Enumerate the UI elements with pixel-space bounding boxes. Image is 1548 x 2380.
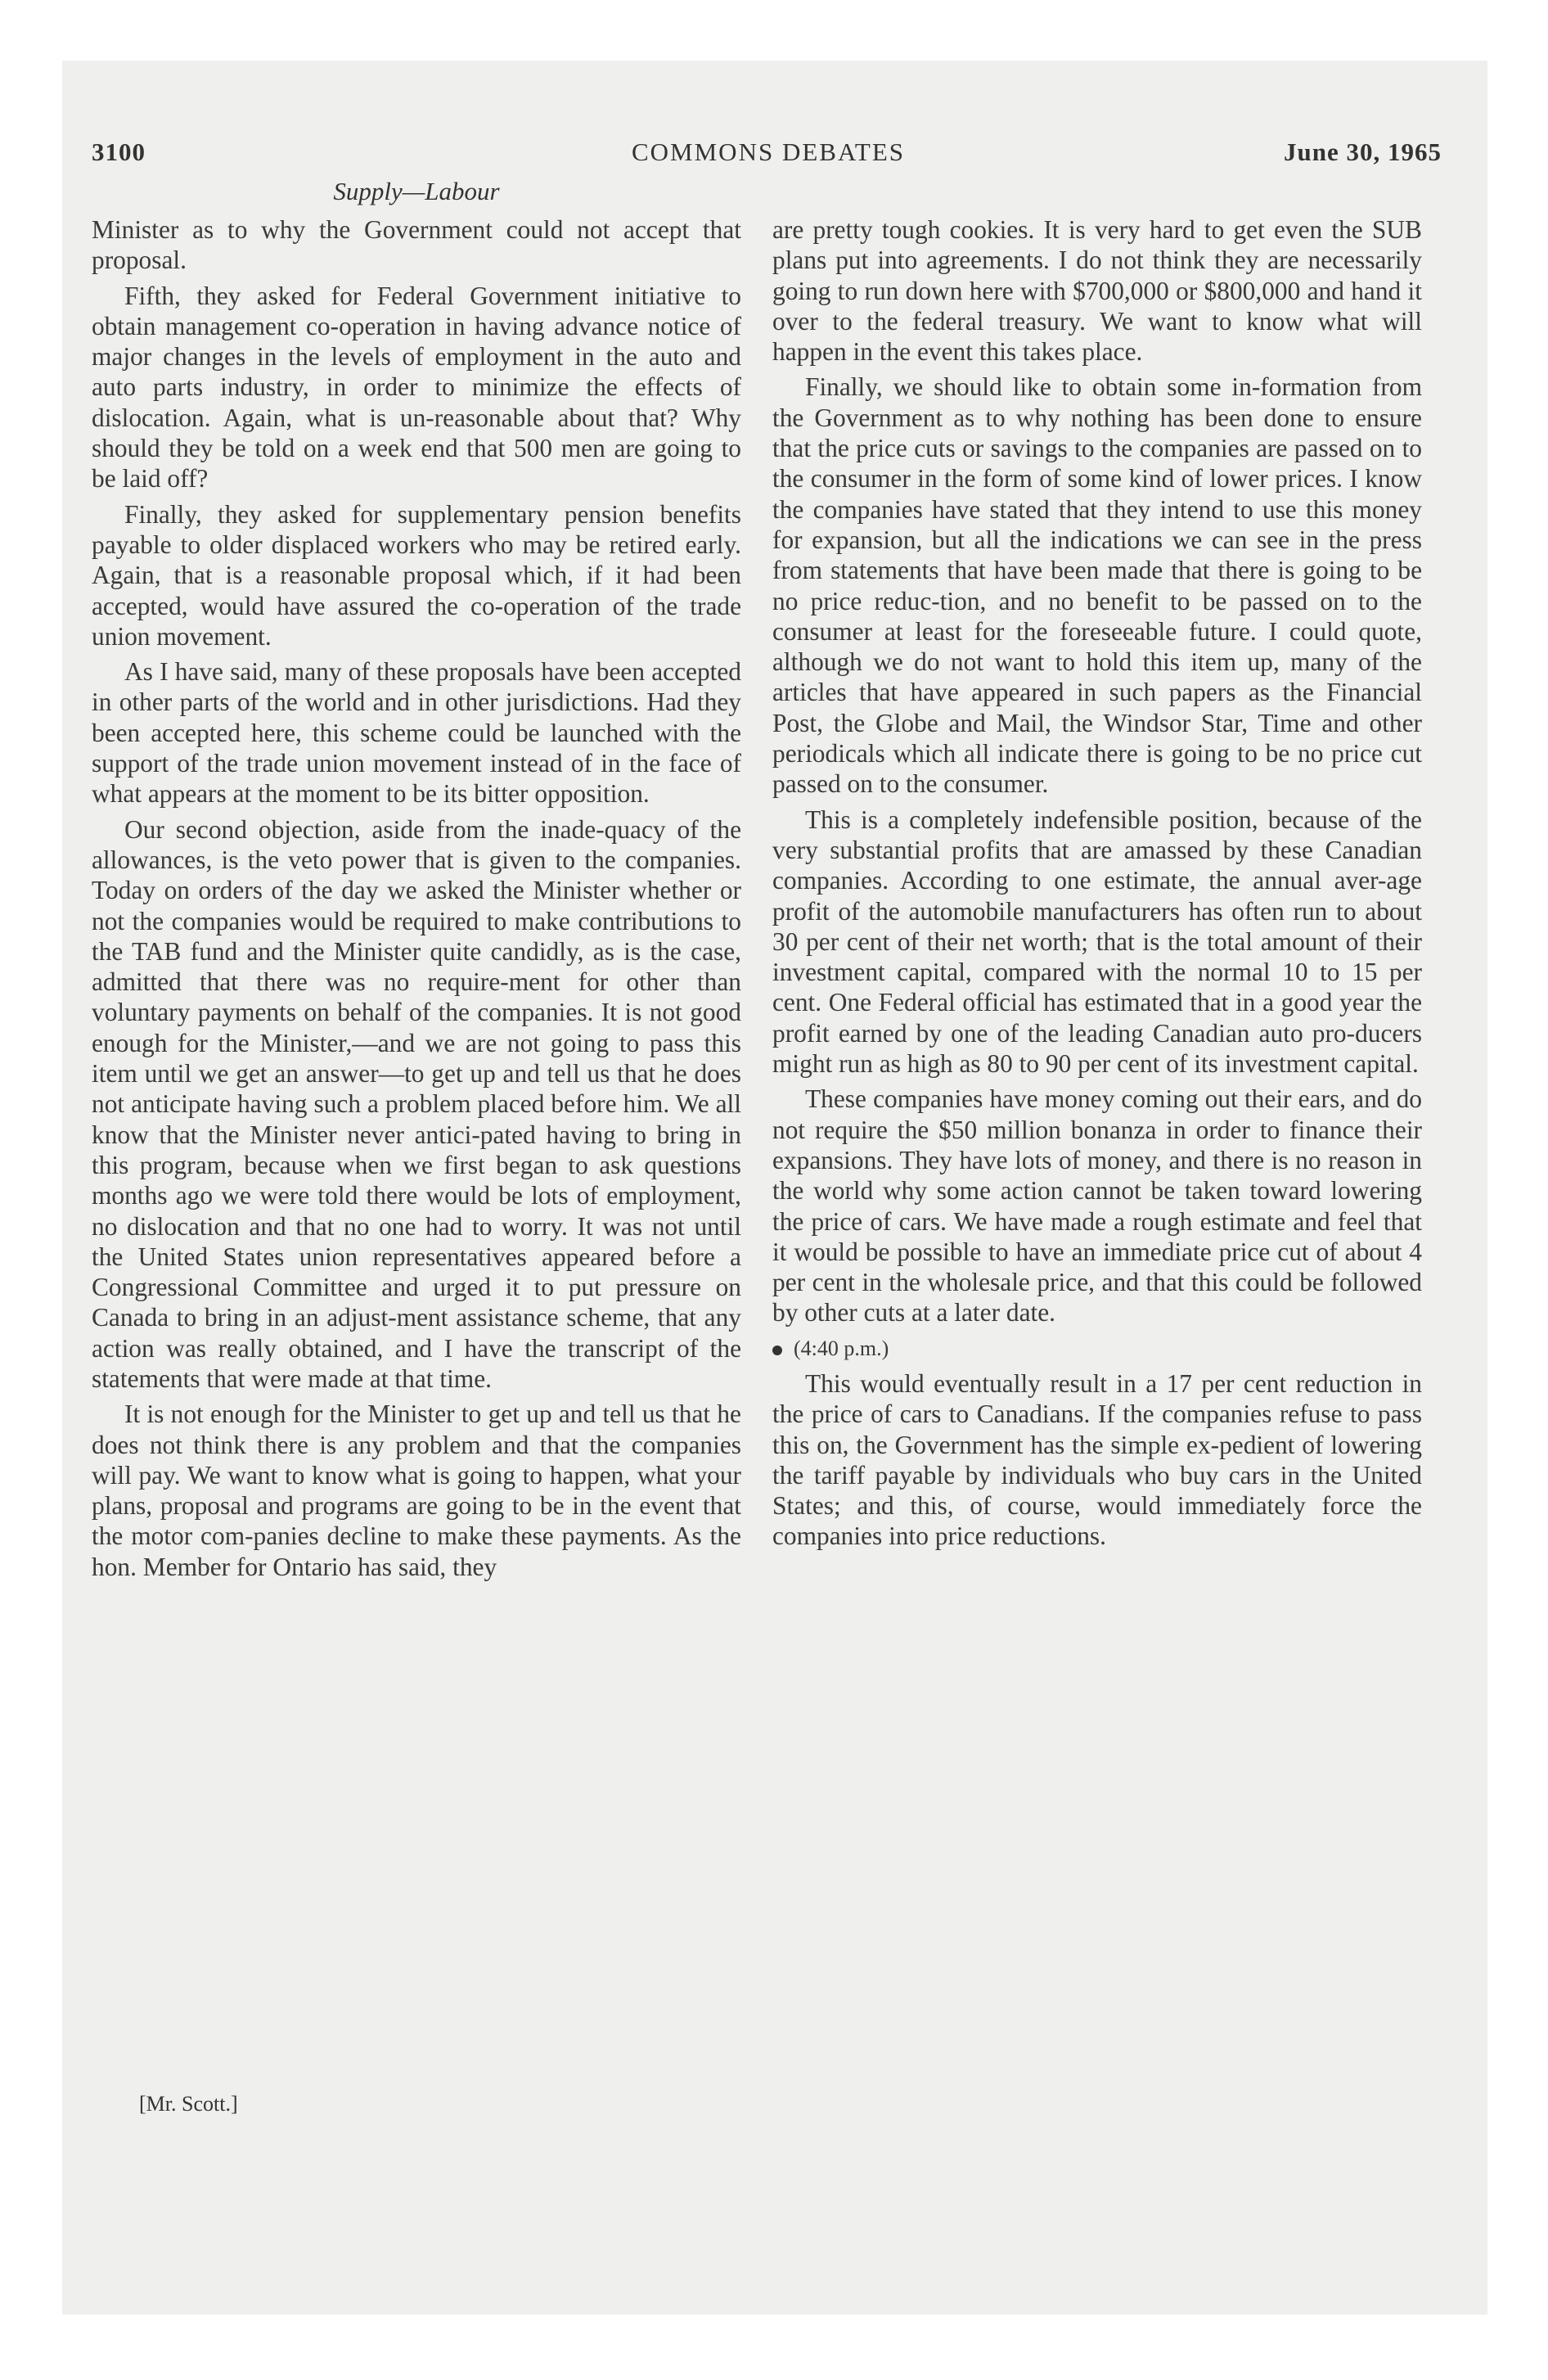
paragraph: These companies have money coming out their ears, and do not require the $50 million bonanza in order to finance their expansions. They have lots of money, and there is no reason in the world why some action cannot be taken toward lowering the price of cars. We have made a rough estimate and feel that it would be possible to have an immediate price cut of about 4 per cent in the wholesale price, and that this could be followed by other cuts at a later date. [772, 1084, 1422, 1327]
timestamp [772, 1333, 1422, 1364]
paragraph: Minister as to why the Government could not accept that proposal. [92, 215, 741, 275]
left-column [92, 214, 741, 1587]
section-subhead: Supply—Labour [333, 177, 500, 205]
paragraph: Finally, they asked for supplementary pension benefits payable to older displaced workers who may be retired early. Again, that is a reasonable proposal which, if it had been accepted, would have assured the co-operation of the trade union movement. [92, 499, 741, 651]
paragraph: This is a completely indefensible position, because of the very substantial profits that are amassed by these Canadian companies. According to one estimate, the annual aver-age profit of the automobile manufacturers has often run to about 30 per cent of their net worth; that is the total amount of their investment capital, compared with the normal 10 to 15 per cent. One Federal official has estimated that in a good year the profit earned by one of the leading Canadian auto pro-ducers might run as high as 80 to 90 per cent of its investment capital. [772, 805, 1422, 1079]
paragraph: It is not enough for the Minister to get up and tell us that he does not think there is any problem and that the companies will pay. We want to know what is going to happen, what your plans, proposal and programs are going to be in the event that the motor com-panies decline to make these payments. As the hon. Member for Ontario has said, they [92, 1400, 741, 1581]
page-header [92, 137, 1445, 178]
timestamp-text: (4:40 p.m.) [794, 1336, 889, 1360]
bullet-icon [772, 1346, 782, 1355]
paragraph: Our second objection, aside from the inade-quacy of the allowances, is the veto power that is given to the companies. Today on orders of the day we asked the Minister whether or not the companies would be required to make contributions to the TAB fund and the Minister quite candidly, as is the case, admitted that there was no require-ment for other than voluntary payments on behalf of the companies. It is not good enough for the Minister,—and we are not going to pass this item until we get an answer—to get up and tell us that he does not anticipate having such a problem placed before him. We all know that the Minister never antici-pated having to bring in this program, because when we first began to ask questions months ago we were told there would be lots of employment, no dislocation and that no one had to worry. It was not until the United States union representatives appeared before a Congressional Committee and urged it to put pressure on Canada to bring in an adjust-ment assistance scheme, that any action was really obtained, and I have the transcript of the statements that were made at that time. [92, 814, 741, 1393]
paragraph: Fifth, they asked for Federal Government initiative to obtain management co-operation in having advance notice of major changes in the levels of employment in the auto and auto parts industry, in order to minimize the effects of dislocation. Again, what is un-reasonable about that? Why should they be told on a week end that 500 men are going to be laid off? [92, 281, 741, 494]
paragraph: This would eventually result in a 17 per cent reduction in the price of cars to Canadians. If the companies refuse to pass this on, the Government has the simple ex-pedient of lowering the tariff payable by individuals who buy cars in the United States; and this, of course, would immediately force the companies into price reductions. [772, 1368, 1422, 1551]
journal-title: COMMONS DEBATES [631, 137, 906, 166]
right-column [772, 214, 1422, 1557]
paragraph: Finally, we should like to obtain some in-formation from the Government as to why nothing has been done to ensure that the price cuts or savings to the companies are passed on to the consumer in the form of some kind of lower prices. I know the companies have stated that they intend to use this money for expansion, but all the indications we can see in the press from statements that have been made that there is going to be no price reduc-tion, and no benefit to be passed on to the consumer at least for the foreseeable future. I could quote, although we do not want to hold this item up, many of the articles that have appeared in such papers as the Financial Post, the Globe and Mail, the Windsor Star, Time and other periodicals which all indicate there is going to be no price cut passed on to the consumer. [772, 372, 1422, 799]
speaker-attribution: [Mr. Scott.] [139, 2092, 238, 2116]
page-number: 3100 [92, 137, 146, 166]
paragraph: are pretty tough cookies. It is very hard to get even the SUB plans put into agreements. I do not think they are necessarily going to run down here with $700,000 or $800,000 and hand it over to the federal treasury. We want to know what will happen in the event this takes place. [772, 215, 1422, 367]
page-date: June 30, 1965 [1284, 137, 1442, 166]
paragraph: As I have said, many of these proposals have been accepted in other parts of the world and in other jurisdictions. Had they been accepted here, this scheme could be launched with the support of the trade union movement instead of in the face of what appears at the moment to be its bitter opposition. [92, 657, 741, 809]
